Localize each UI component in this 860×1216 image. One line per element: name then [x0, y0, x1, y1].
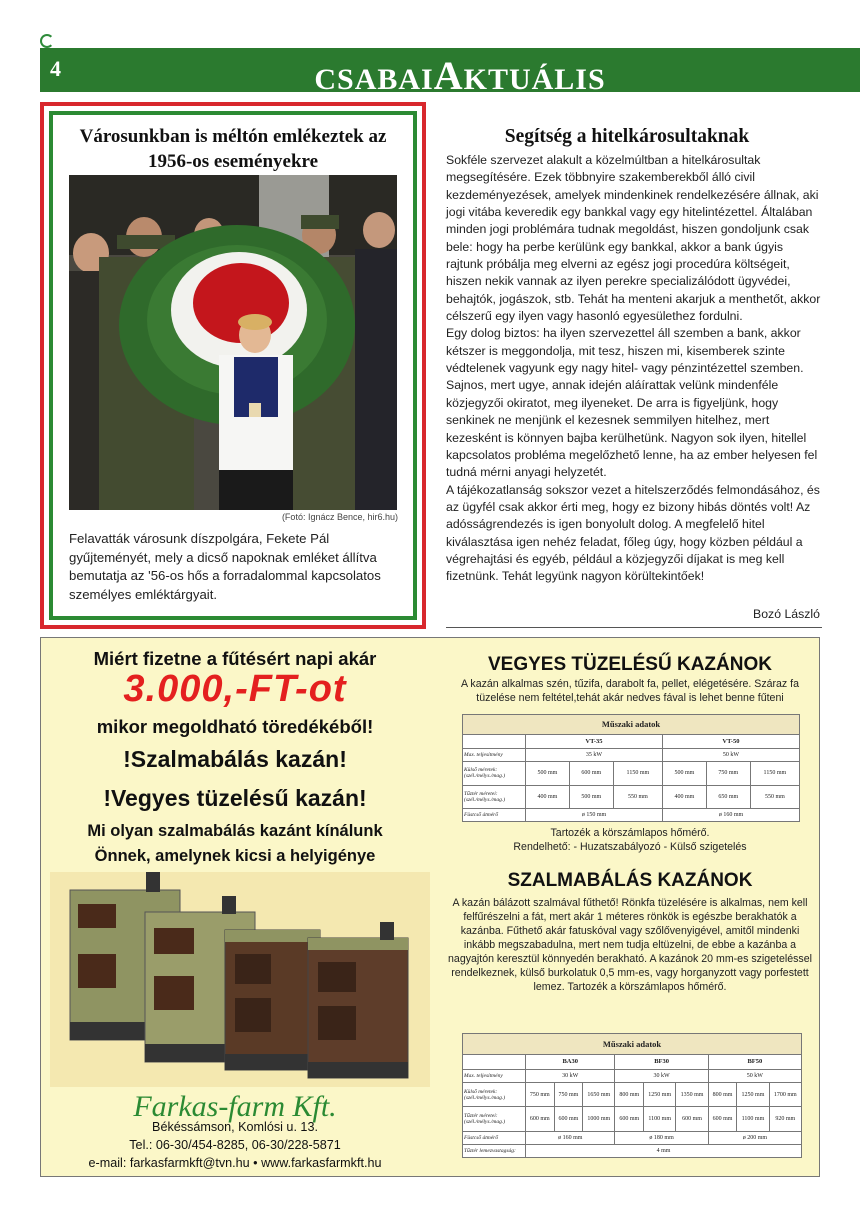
szalma-cell: 600 mm [554, 1107, 583, 1131]
left-article-body: Felavatták városunk díszpolgára, Fekete Pál gyűjteményét, mely a dicső napoknak emléket állítva bemutatja az '56-os hős a forradalommal kapcsolatos személyes emléktárgyait. [69, 531, 381, 602]
vegyes-cell: ø 150 mm [526, 809, 663, 822]
vegyes-model: VT-35 [526, 734, 663, 749]
szalma-model: BF30 [615, 1054, 708, 1069]
vegyes-note-2: Rendelhető: - Huzatszabályozó - Külső szigetelés [513, 841, 747, 853]
szalma-cell: 50 kW [708, 1069, 801, 1082]
right-paragraph-1: Sokféle szervezet alakult a közelmúltban a hitelkárosultak megsegítésére. Ezek többnyire szakemberekből álló civil kezdeményezések, amelyek mindenkinek rendelkezésére állnak, aki jogi vitába keveredik egy bankkal vagy egy hitelintézettel. Általában minden jogi problémára tudnak megoldást, hiszen gondoljunk csak bele: hogy ha perbe kerülünk egy bankkal, akkor a bank úgyis rajtunk próbálja meg elverni az egész jogi procedúra költségeit, hiszen nekik vannak az ilyen perekre specializálódott ügyvédei, behajtók, jogászok, stb. Tehát ha menteni akarjuk a menthetőt, akkor célszerű egy ilyen vagy hasonló egyesülethez fordulni. [446, 153, 821, 324]
szalma-cell: 30 kW [526, 1069, 615, 1082]
ad-price: 3.000,-FT-ot [123, 668, 347, 710]
masthead-big-letter: A [433, 53, 464, 98]
szalma-cell: 30 kW [615, 1069, 708, 1082]
szalma-cell: 800 mm [708, 1082, 737, 1106]
szalma-table-title: Műszaki adatok [463, 1034, 802, 1055]
masthead-part2: KTUÁLIS [463, 63, 606, 96]
masthead-part1: CSABAI [314, 63, 434, 96]
vegyes-cell: 500 mm [662, 762, 706, 786]
page-number: 4 [50, 56, 61, 81]
szalma-row-label: Tűztér lemezvastagság: [463, 1144, 526, 1157]
boiler-products-image [50, 872, 430, 1087]
author-name: Bozó László [753, 607, 820, 621]
vegyes-table-title: Műszaki adatok [463, 715, 800, 735]
szalma-model: BF50 [708, 1054, 801, 1069]
szalma-tech-table [462, 1033, 802, 1158]
vegyes-cell: 550 mm [750, 785, 799, 809]
szalma-row-label: Tűztér méretei: (szél./mélys./mag.) [463, 1107, 526, 1131]
boiler-3 [225, 930, 320, 1070]
szalma-row-label: Füstcső átmérő [463, 1131, 526, 1144]
vegyes-cell: 1150 mm [613, 762, 662, 786]
szalma-cell: 1100 mm [644, 1107, 676, 1131]
szalma-cell: 1250 mm [737, 1082, 769, 1106]
szalma-cell: 600 mm [708, 1107, 737, 1131]
vegyes-row-label: Tűztér méretei: (szél./mélys./mag.) [463, 785, 526, 809]
right-paragraph-3: A tájékozatlanság sokszor vezet a hitelszerződés felmondásához, és az ügyfél csak akkor érti meg, hogy ez bizony hibás döntés volt! Az adósságrendezés is igen bonyolult dolog. A megfelelő hitel kiválasztása igen nehéz feladat, főleg úgy, hogy közben például a végrehajtási és egyéb, például a közjegyzői díjakat is meg kell fizetnünk. Tehát legyünk nagyon körültekintőek! [446, 482, 820, 584]
szalma-cell: 800 mm [615, 1082, 644, 1106]
masthead [270, 52, 650, 99]
szalma-cell: 1250 mm [644, 1082, 676, 1106]
vegyes-row-label: Füstcső átmérő [463, 809, 526, 822]
vegyes-cell: 50 kW [662, 749, 799, 762]
szalma-table [462, 1033, 802, 1158]
szalma-cell: 920 mm [769, 1107, 801, 1131]
vegyes-cell: 500 mm [569, 785, 613, 809]
ad-headline-7: Önnek, amelynek kicsi a helyigénye [94, 847, 376, 865]
vegyes-notes [440, 826, 820, 854]
szalma-cell: 1100 mm [737, 1107, 769, 1131]
ad-headline-4: !Szalmabálás kazán! [123, 746, 347, 772]
ad-headline-6: Mi olyan szalmabálás kazánt kínálunk [87, 822, 383, 840]
company-address: Békéssámson, Komlósi u. 13. [152, 1120, 318, 1134]
szalma-cell: 1650 mm [583, 1082, 615, 1106]
right-article-title: Segítség a hitelkárosultaknak [504, 126, 750, 147]
vegyes-cell: 500 mm [526, 762, 570, 786]
company-phone: Tel.: 06-30/454-8285, 06-30/228-5871 [129, 1138, 341, 1152]
szalma-row-label: Max. teljesítmény [463, 1069, 526, 1082]
szalma-cell: ø 180 mm [615, 1131, 708, 1144]
photo-credit: (Fotó: Ignácz Bence, hir6.hu) [281, 512, 398, 522]
vegyes-title: VEGYES TÜZELÉSŰ KAZÁNOK [488, 654, 772, 675]
vegyes-row-label: Max. teljesítmény [463, 749, 526, 762]
vegyes-description: A kazán alkalmas szén, tűzifa, darabolt fa, pellet, elégetésére. Száraz fa tüzelése nem feltétel,tehát akár nedves fával is lehet benne fűteni [460, 678, 799, 704]
szalma-cell: 600 mm [676, 1107, 708, 1131]
szalma-cell: 1000 mm [583, 1107, 615, 1131]
company-email-web: e-mail: farkasfarmkft@tvn.hu • www.farkasfarmkft.hu [88, 1156, 382, 1170]
vegyes-cell: 400 mm [526, 785, 570, 809]
szalma-cell: 750 mm [554, 1082, 583, 1106]
vegyes-note-1: Tartozék a körszámlapos hőmérő. [550, 827, 710, 839]
szalma-title: SZALMABÁLÁS KAZÁNOK [507, 870, 753, 891]
ad-headline-1: Miért fizetne a fűtésért napi akár [93, 648, 377, 669]
vegyes-cell: 1150 mm [750, 762, 799, 786]
szalma-description: A kazán bálázott szalmával fűthető! Rönkfa tüzelésére is alkalmas, nem kell felfűrészelni a fát, mert akár 1 méteres rönkök is egészbe berakhatók a kazánba. Fűthető akár fatuskóval vagy szőlővenyigével, amitől mindenki inkább megszabadulna, mert nem tudja eltüzelni, de ebbe a kazánba a nagyajtón keresztül könnyedén berakható. A kazánok 20 mm-es szigeteléssel rendelkeznek, külső burkolatuk 0,5 mm-es, vagy horganyzott vagy porfestett lemez. Tartozék a körszámlapos hőmérő. [448, 897, 812, 993]
logo-swirl-icon [40, 34, 54, 48]
company-name: Farkas-farm Kft. [133, 1090, 337, 1123]
vegyes-cell: 650 mm [706, 785, 750, 809]
szalma-cell: ø 160 mm [526, 1131, 615, 1144]
vegyes-cell: 400 mm [662, 785, 706, 809]
boilers-illustration [50, 872, 430, 1087]
right-paragraph-2: Egy dolog biztos: ha ilyen szervezettel áll szemben a bank, akkor kétszer is meggondolja, mit tesz, hiszen mi, kisemberek szinte védtelenek vagyunk egy nagy hitel- vagy pénzintézettel szemben. Sajnos, mert ugye, annak idején aláírattak velünk mindenféle közjegyzői okiratot, meg ilyeneket. De arra is figyeljünk, hogy senkinek ne menjünk el kezesnek semmilyen hitelhez, mert kezesként is könnyen bajba kerülhetünk. Nagyon sok ilyen, hitellel kapcsolatos probléma megelőzhető lenne, ha az ember helyesen fel tudná mérni anyagi helyzetét. [446, 326, 818, 480]
szalma-cell: 600 mm [615, 1107, 644, 1131]
vegyes-cell: 550 mm [613, 785, 662, 809]
right-article-body [446, 152, 822, 586]
vegyes-table [462, 714, 800, 822]
szalma-cell: 1350 mm [676, 1082, 708, 1106]
ad-headline-5: !Vegyes tüzelésű kazán! [103, 785, 367, 811]
szalma-model: BA30 [526, 1054, 615, 1069]
szalma-cell: ø 200 mm [708, 1131, 801, 1144]
vegyes-tech-table [462, 714, 800, 822]
vegyes-cell: ø 160 mm [662, 809, 799, 822]
left-article-title: Városunkban is méltón emlékeztek az 1956-os eseményekre [79, 126, 387, 172]
vegyes-row-label: Külső méretek: (szél./mélys./mag.) [463, 762, 526, 786]
vegyes-cell: 35 kW [526, 749, 663, 762]
boiler-4 [308, 922, 408, 1078]
vegyes-cell: 750 mm [706, 762, 750, 786]
vegyes-model: VT-50 [662, 734, 799, 749]
vegyes-cell: 600 mm [569, 762, 613, 786]
szalma-cell: 750 mm [526, 1082, 555, 1106]
szalma-row-label: Külső méretek: (szél./mélys./mag.) [463, 1082, 526, 1106]
ceremony-photo [69, 175, 397, 510]
wreath-ceremony-image [69, 175, 397, 510]
szalma-cell: 1700 mm [769, 1082, 801, 1106]
szalma-cell: 600 mm [526, 1107, 555, 1131]
szalma-cell: 4 mm [526, 1144, 802, 1157]
ad-headline-3: mikor megoldható töredékéből! [96, 716, 374, 737]
divider [446, 627, 822, 628]
